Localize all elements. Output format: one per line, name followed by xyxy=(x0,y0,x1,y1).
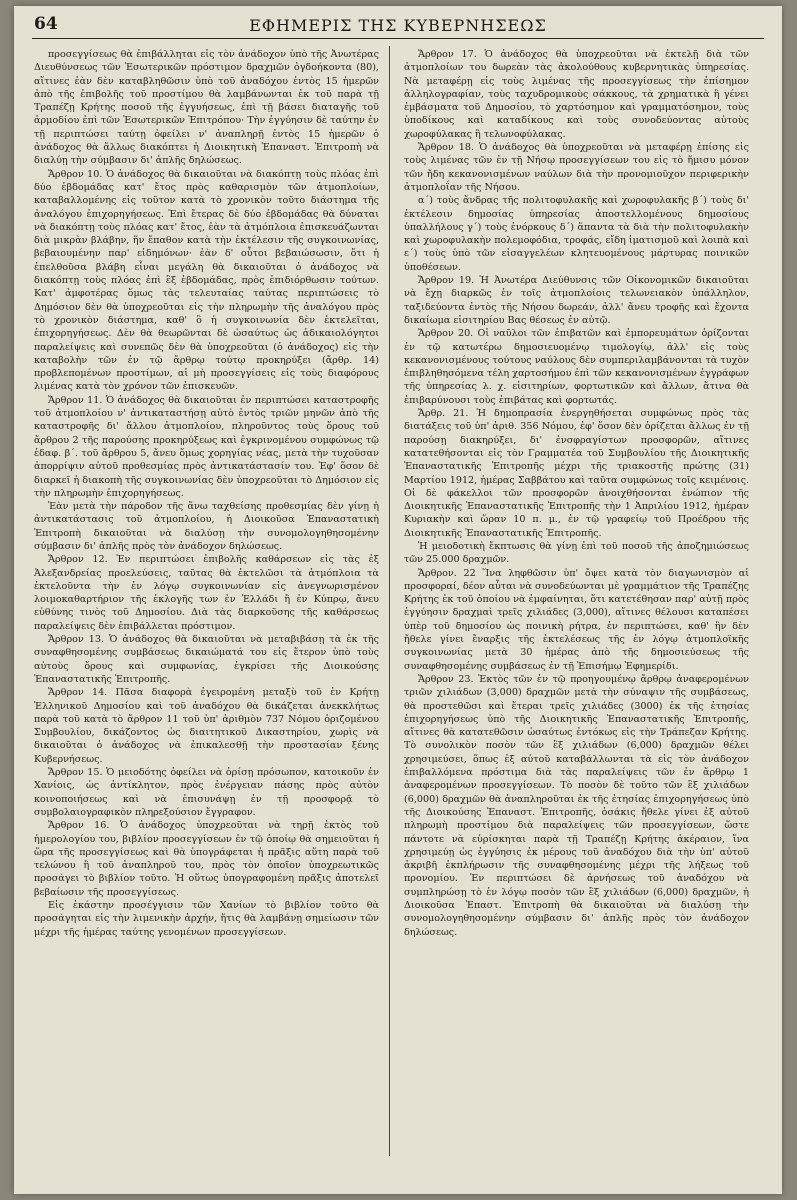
article-paragraph: Ἄρθρον 17. Ὁ ἀνάδοχος θὰ ὑποχρεοῦται νὰ ἐκτελῇ διὰ τῶν ἀτμοπλοίων του δωρεὰν τὰς ἀκολούθους κυβερνητικὰς ὑπηρεσίας. Νὰ μεταφέρῃ εἰς τοὺς λιμένας τῆς προσεγγίσεως τὴν ἐπίσημον ἀλληλογραφίαν, τοὺς ταχυδρομικοὺς σάκκους, τὰ χρηματικὰ ἢ γένει ἐμβάσματα τοῦ Δημοσίου, τὸ χαρτόσημον καὶ γραμματόσημον, τοὺς ὑποδίκους καὶ καταδίκους καὶ τοὺς συνοδεύοντας αὐτοὺς χωροφύλακας ἢ τελωνοφύλακας. xyxy=(404,49,749,140)
article-paragraph: Ἐὰν μετὰ τὴν πάροδον τῆς ἄνω ταχθείσης προθεσμίας δὲν γίνῃ ἡ ἀντικατάστασις τοῦ ἀτμοπλοίου, ἡ Διοικοῦσα Ἐπαναστατικὴ Ἐπιτροπὴ δικαιοῦται νὰ διαλύσῃ τὴν συνομολογηθησομένην σύμβασιν δι' ἁπλῆς πρὸς τὸν ἀνάδοχον δηλώσεως. xyxy=(34,501,379,552)
header-rule xyxy=(32,38,764,39)
article-paragraph: Ἄρθρον 23. Ἐκτὸς τῶν ἐν τῷ προηγουμένῳ ἄρθρῳ ἀναφερομένων τριῶν χιλιάδων (3,000) δραχμῶν μετὰ τὴν σύναψιν τῆς συμβάσεως, θὰ προστεθῶσι καὶ ἕτεραι τρεῖς χιλιάδες (3000) ἐκ τῆς ἐτησίας ἐπιχορηγήσεως ὑπὸ τῆς Διοικητικῆς Ἐπαναστατικῆς Ἐπιτροπῆς, αἵτινες θὰ κατατεθῶσιν ὡσαύτως ἐντόκως εἰς τὴν Τράπεζαν Κρήτης. Τὸ συνολικὸν ποσὸν τῶν ἓξ χιλιάδων (6,000) δραχμῶν θέλει χρησιμεύσει, ὅπως ἐξ αὐτοῦ καταβάλλωνται τὰ εἰς τὸν ἀνάδοχον ἐπιβαλλόμενα πρόστιμα διὰ τὰς παραλείψεις τῶν ἐν ἄρθρῳ 1 ἀναφερομένων προσεγγίσεων. Τὸ ποσὸν δὲ τοῦτο τῶν ἓξ χιλιάδων (6,000) δραχμῶν θὰ ἀναπληροῦται ἐκ τῆς ἐτησίας ἐπιχορηγήσεως ὑπὸ τῆς Διοικούσης Ἐπαναστ. Ἐπιτροπῆς, ὁσάκις ἤθελε γίνει ἐξ αὐτοῦ πληρωμὴ προστίμου διὰ παραλείψεις τῶν προσεγγίσεων, ὥστε πάντοτε νὰ εὑρίσκηται παρὰ τῇ Τραπέζῃ Κρήτης ἀκέραιον, ἵνα χρησιμεύῃ ὡς ἐγγύησις ἐκ μέρους τοῦ ἀναδόχου διὰ τὴν ὑπ' αὐτοῦ ἀκριβῆ ἐκπλήρωσιν τῆς συναφθησομένης μέχρι τῆς λήξεως τοῦ προνομίου. Ἐν περιπτώσει δὲ ἀρνήσεως τοῦ ἀναδόχου νὰ συμπληρώσῃ τὸ ἐν λόγῳ ποσὸν τῶν ἓξ χιλιάδων (6,000) δραχμῶν, ἡ Διοικοῦσα Ἐπαστ. Ἐπιτροπὴ θὰ δικαιοῦται νὰ διαλύσῃ τὴν συνομολογηθησομένην σύμβασιν δι' ἁπλῆς πρὸς τὸν ἀνάδοχον δηλώσεως. xyxy=(404,673,749,938)
article-paragraph: Ἄρθρον 11. Ὁ ἀνάδοχος θὰ δικαιοῦται ἐν περιπτώσει καταστροφῆς τοῦ ἀτμοπλοίου ν' ἀντικαταστήσῃ αὐτὸ ἐντὸς τριῶν μηνῶν ἀπὸ τῆς καταστροφῆς δι' ἄλλου ἀτμοπλοίου, πληροῦντος τοὺς ὅρους τοῦ ἄρθρου 2 τῆς παρούσης προκηρύξεως καὶ ἐγκρινομένου συμφώνως τῷ ἐδαφ. β΄. τοῦ ἄρθρου 5, ἄνευ ὅμως χορηγίας νέας, μετὰ τὴν τυχοῦσαν ἀπορρίψιν αὐτοῦ προθεσμίας πρὸς ἀντικατάστασίν του. Ἐφ' ὅσον δὲ διαρκεῖ ἡ διακοπὴ τῆς συγκοινωνίας δὲν ὑποχρεοῦται τὸ Δημόσιον εἰς τὴν πληρωμὴν ἐπιχορηγήσεως. xyxy=(34,394,379,499)
article-paragraph: Ἄρθρον 20. Οἱ ναῦλοι τῶν ἐπιβατῶν καὶ ἐμπορευμάτων ὁρίζονται ἐν τῷ κατωτέρω δημοσιευομένῳ τιμολογίῳ, ἀλλ' εἰς τοὺς κεκανονισμένους τούτους ναύλους δὲν συμπεριλαμβάνονται τὰ τυχὸν ἐπιβληθησόμενα τέλη χαρτοσήμου ἐπὶ τῶν κεκανονισμένων ἐγγράφων τῆς ὑπηρεσίας λ. χ. εἰσιτηρίων, φορτωτικῶν καὶ ἄλλων, ἅτινα θὰ ἐπιβαρύνουσι τοὺς ἐπιβάτας καὶ φορτωτάς. xyxy=(404,328,749,406)
article-paragraph: Ἄρθρον 19. Ἡ Ἀνωτέρα Διεύθυνσις τῶν Οἰκονομικῶν δικαιοῦται νὰ ἔχῃ διαρκῶς ἐν τοῖς ἀτμοπλοίοις τελωνειακὸν ὑπάλληλον, ταξιδεύοντα ἐντὸς τῆς Νήσου δωρεάν, ἀλλ' ἄνευ τροφῆς καὶ ἔχοντα δικαίωμα εἰσιτηρίου Βας θέσεως ἐν αὐτῷ. xyxy=(404,275,749,326)
article-paragraph: Ἄρθρον. 22 Ἵνα ληφθῶσιν ὑπ' ὄψει κατὰ τὸν διαγωνισμὸν αἱ προσφοραί, δέον αὗται νὰ συνοδεύωνται μὲ γραμμάτιον τῆς Τραπέζης Κρήτης ἐκ τοῦ ὁποίου νὰ ἐμφαίνηται, ὅτι κατετέθησαν παρ' αὐτῇ πρὸς ἐγγύησιν δραχμαὶ τρεῖς χιλιάδες (3,000), αἵτινες θέλουσι καταπέσει ὑπὲρ τοῦ δημοσίου ὡς ποινικὴ ρήτρα, ἐν περιπτώσει, καθ' ἣν δὲν ἤθελε γίνει ἔναρξις τῆς ἐκτελέσεως τῆς ἐν λόγῳ ἀτμοπλοϊκῆς συγκοινωνίας μετὰ 30 ἡμέρας ἀπὸ τῆς δημοσιεύσεως τῆς συναφθησομένης συμβάσεως ἐν τῇ Ἐπισήμῳ Ἐφημερίδι. xyxy=(404,567,749,672)
article-paragraph: Ἄρθρον 16. Ὁ ἀνάδοχος ὑποχρεοῦται νὰ τηρῇ ἐκτὸς τοῦ ἡμερολογίου του, βιβλίον προσεγγίσεων ἐν τῷ ὁποίῳ θὰ σημειοῦται ἡ ὥρα τῆς προσεγγίσεως καὶ θὰ ὑπογράφεται ἡ πρᾶξις αὕτη παρὰ τοῦ τελώνου ἢ τοῦ ἀναπληροῦ του, πρὸς τὸν ὁποῖον ὑποχρεωτικῶς προσάγει τὸ βιβλίον τοῦτο. Ἡ οὕτως ὑπογραφομένη πρᾶξις ἀποτελεῖ βεβαίωσιν τῆς προσεγγίσεως. xyxy=(34,820,379,898)
article-paragraph: α΄) τοὺς ἄνδρας τῆς πολιτοφυλακῆς καὶ χωροφυλακῆς β΄) τοὺς δι' ἐκτέλεσιν δημοσίας ὑπηρεσίας ἀποστελλομένους δημοσίους ὑπαλλήλους γ΄) τοὺς ἐνόρκους δ΄) ἅπαντα τὰ διὰ τὴν πολιτοφυλακὴν καὶ χωροφυλακὴν πολεμοφόδια, τροφάς, εἴδη ἱματισμοῦ καὶ λοιπὰ καὶ ε΄) τοὺς ὑπὸ τῶν εἰσαγγελέων κλητευομένους μάρτυρας ποινικῶν ὑποθέσεων. xyxy=(404,195,749,273)
article-paragraph: Ἡ μειοδοτικὴ ἔκπτωσις θὰ γίνῃ ἐπὶ τοῦ ποσοῦ τῆς ἀποζημιώσεως τῶν 25.000 δραχμῶν. xyxy=(404,540,749,566)
page-number: 64 xyxy=(34,14,58,34)
page-header xyxy=(14,14,782,40)
article-paragraph: Εἰς ἑκάστην προσέγγισιν τῶν Χανίων τὸ βιβλίον τοῦτο θὰ προσάγηται εἰς τὴν λιμενικὴν ἀρχήν, ἥτις θὰ λαμβάνῃ σημείωσιν τῶν μέχρι τῆς ἡμέρας ταύτης γενομένων προσεγγίσεων. xyxy=(34,900,379,938)
article-paragraph: Ἄρθρ. 21. Ἡ δημοπρασία ἐνεργηθήσεται συμφώνως πρὸς τὰς διατάξεις τοῦ ὑπ' ἀριθ. 356 Νόμου, ἐφ' ὅσον δὲν ὁρίζεται ἄλλως ἐν τῇ παρούσῃ διακηρύξει, δι' ἐνσφραγίστων προσφορῶν, αἵτινες κατατεθήσονται εἰς τὸν Γραμματέα τοῦ Συμβουλίου τῆς Διοικητικῆς Ἐπαναστατικῆς Ἐπιτροπῆς μέχρι τῆς τριακοστῆς πρώτης (31) Μαρτίου 1912, ἡμέρας Σαββάτου καὶ ταῦτα συμφώνως τοῖς κειμένοις. Οἱ δὲ φάκελλοι τῶν προσφορῶν ἀνοιχθήσονται ἐνώπιον τῆς Διοικητικῆς Ἐπαναστατικῆς Ἐπιτροπῆς τὴν 1 Ἀπριλίου 1912, ἡμέραν Κυριακὴν καὶ ὥραν 10 π. μ., ἐν τῷ γραφείῳ τοῦ Προέδρου τῆς Διοικητικῆς Ἐπαναστατικῆς Ἐπιτροπῆς. xyxy=(404,408,749,539)
article-paragraph: Ἄρθρον 14. Πᾶσα διαφορὰ ἐγειρομένη μεταξὺ τοῦ ἐν Κρήτῃ Ἑλληνικοῦ Δημοσίου καὶ τοῦ ἀναδόχου θὰ δικάζεται ἀνεκκλήτως παρὰ τοῦ κατὰ τὸ ἄρθρον 11 τοῦ ὑπ' ἀριθμὸν 737 Νόμου ὁριζομένου Συμβουλίου, δικάζοντος ὡς διαιτητικοῦ Δικαστηρίου, χωρὶς νὰ δικαιοῦται ὁ ἀνάδοχος νὰ ἐπικαλεσθῇ τὴν προστασίαν ξένης Κυβερνήσεως. xyxy=(34,687,379,765)
article-paragraph: Ἄρθρον 18. Ὁ ἀνάδοχος θὰ ὑποχρεοῦται νὰ μεταφέρῃ ἐπίσης εἰς τοὺς λιμένας τῶν ἐν τῇ Νήσῳ προσεγγίσεων του εἰς τὸ ἥμισυ μόνον τῶν ἤδη κεκανονισμένων ναύλων διὰ τὴν προνομιοῦχον περιφερικὴν ἀτμοπλοΐαν τῆς Νήσου. xyxy=(404,142,749,193)
article-paragraph: Ἄρθρον 10. Ὁ ἀνάδοχος θὰ δικαιοῦται νὰ διακόπτῃ τοὺς πλόας ἐπὶ δύο ἑβδομάδας κατ' ἔτος πρὸς καθαρισμὸν τῶν ἀτμοπλοίων, καταβαλλομένης εἰς τοῦτον κατὰ τὸ χρονικὸν τοῦτο διάστημα τῆς ἀναλόγου ἐπιχορηγήσεως. Ἐπὶ ἔτερας δὲ δύο ἑβδομάδας θὰ δύναται νὰ διακόπτῃ τοὺς πλόας κατ' ἔτος, ἐὰν τὰ ἀτμόπλοια ἐπισκευάζωνται διὰ μικρὰν βλάβην, ἥν ἔπαθον κατὰ τὴν ἐκτέλεσιν τῆς συγκοινωνίας, βεβαιουμένην παρ' εἰδημόνων· ἐὰν δ' οὗτοι βεβαιώσωσιν, ὅτι ἡ ἐπελθοῦσα βλάβη εἶναι μεγάλη θὰ δικαιοῦται ὁ ἀνάδοχος νὰ διακόπτῃ τοὺς πλόας ἐπὶ ἓξ ἑβδομάδας, πρὸς ἐπιδιόρθωσιν τούτων. Κατ' ἀμφοτέρας ὅμως τὰς τελευταίας ταύτας περιπτώσεις τὸ Δημόσιον δὲν θὰ ὑποχρεοῦται εἰς τὴν πληρωμὴν τῆς ἀναλόγου πρὸς τὸ χρονικὸν διάστημα, καθ' ὃ ἡ συγκοινωνία δὲν ἐκτελεῖται, ἐπιχορηγήσεως. Δὲν θὰ θεωρῶνται δὲ ὡσαύτως ὡς ἀδικαιολόγητοι παραλείψεις καὶ συνεπῶς δὲν θὰ ὑποχρεοῦται (ὁ ἀνάδοχος) εἰς τὴν καταβολὴν τῶν ἐν τῷ ἄρθρῳ τούτῳ προκηρύξει (ἄρθρ. 14) προβλεπομένων προστίμων, αἱ μὴ προσεγγίσεις εἰς τοὺς διαφόρους λιμένας κατὰ τὸν χρόνον τῶν ἐπισκευῶν. xyxy=(34,168,379,393)
article-paragraph: προσεγγίσεως θὰ ἐπιβάλληται εἰς τὸν ἀνάδοχον ὑπὸ τῆς Ἀνωτέρας Διευθύνσεως τῶν Ἐσωτερικῶν πρόστιμον δραχμῶν ὀγδοήκοντα (80), αἵτινες ἐὰν δὲν καταβληθῶσιν ὑπὸ τοῦ ἀναδόχου ἐντὸς 15 ἡμερῶν ἀπὸ τῆς ἐπιβολῆς τοῦ προστίμου θὰ λαμβάνωνται ἐκ τοῦ παρὰ τῇ Τραπέζῃ Κρήτης ποσοῦ τῆς ἐγγυήσεως, ἐπὶ τῇ βάσει διαταγῆς τοῦ ἁρμοδίου ἐπὶ τῶν Ἐσωτερικῶν Ἐπιτρόπου· Τὴν ἐγγύησιν δὲ ταύτην ἐν τῇ περιπτώσει ταύτῃ ὀφείλει ν' ἀναπληρῇ ἐντὸς 15 ἡμερῶν ὁ ἀνάδοχος θὰ ἄλλως διακόπτει ἡ Διοικητικὴ Ἐπαναστ. Ἐπιτροπὴ νὰ διαλύῃ τὴν σύμβασιν δι' ἁπλῆς δηλώσεως. xyxy=(34,49,379,167)
right-column xyxy=(404,48,749,1160)
article-paragraph: Ἄρθρον 15. Ὁ μειοδότης ὀφείλει νὰ ὁρίσῃ πρόσωπον, κατοικοῦν ἐν Χανίοις, ὡς ἀντίκλητον, πρὸς ἐνέργειαν πάσης πρὸς αὐτὸν κοινοποιήσεως καὶ νὰ ἐπισυνάψῃ ἐν τῇ προσφορᾷ τὸ συμβολαιογραφικὸν πληρεξούσιον ἔγγραφον. xyxy=(34,767,379,818)
newspaper-page xyxy=(14,6,782,1194)
left-column xyxy=(34,48,379,1160)
article-paragraph: Ἄρθρον 13. Ὁ ἀνάδοχος θὰ δικαιοῦται νὰ μεταβιβάσῃ τὰ ἐκ τῆς συναφθησομένης συμβάσεως δικαιώματά του εἰς ἕτερον ὑπὸ τοὺς αὐτοὺς ὅρους καὶ συμφωνίας, ἐγκρίσει τῆς Διοικούσης Ἐπαναστατικῆς Ἐπιτροπῆς. xyxy=(34,634,379,685)
gazette-title: ΕΦΗΜΕΡΙΣ ΤΗΣ ΚΥΒΕΡΝΗΣΕΩΣ xyxy=(249,16,547,35)
column-divider xyxy=(389,46,390,1156)
article-paragraph: Ἄρθρον 12. Ἐν περιπτώσει ἐπιβολῆς καθάρσεων εἰς τὰς ἐξ Ἀλεξανδρείας προελεύσεις, ταῦτας θὰ ἐκτελῶσι τὰ ἀτμόπλοια τὰ ἐκτελοῦντα τὴν ἐν λόγῳ συγκοινωνίαν εἰς ἀνεγνωρισμένον λοιμοκαθαρτήριον τῆς ἐκλογῆς των ἐν Ἑλλάδι ἢ ἐν Κύπρῳ, ἄνευ εὐθύνης τινὸς τοῦ Δημοσίου. Διὰ τὰς διαρκοῦσης τῆς καθάρσεως παραλείψεις δὲν ἐπιβάλλεται πρόστιμον. xyxy=(34,554,379,632)
